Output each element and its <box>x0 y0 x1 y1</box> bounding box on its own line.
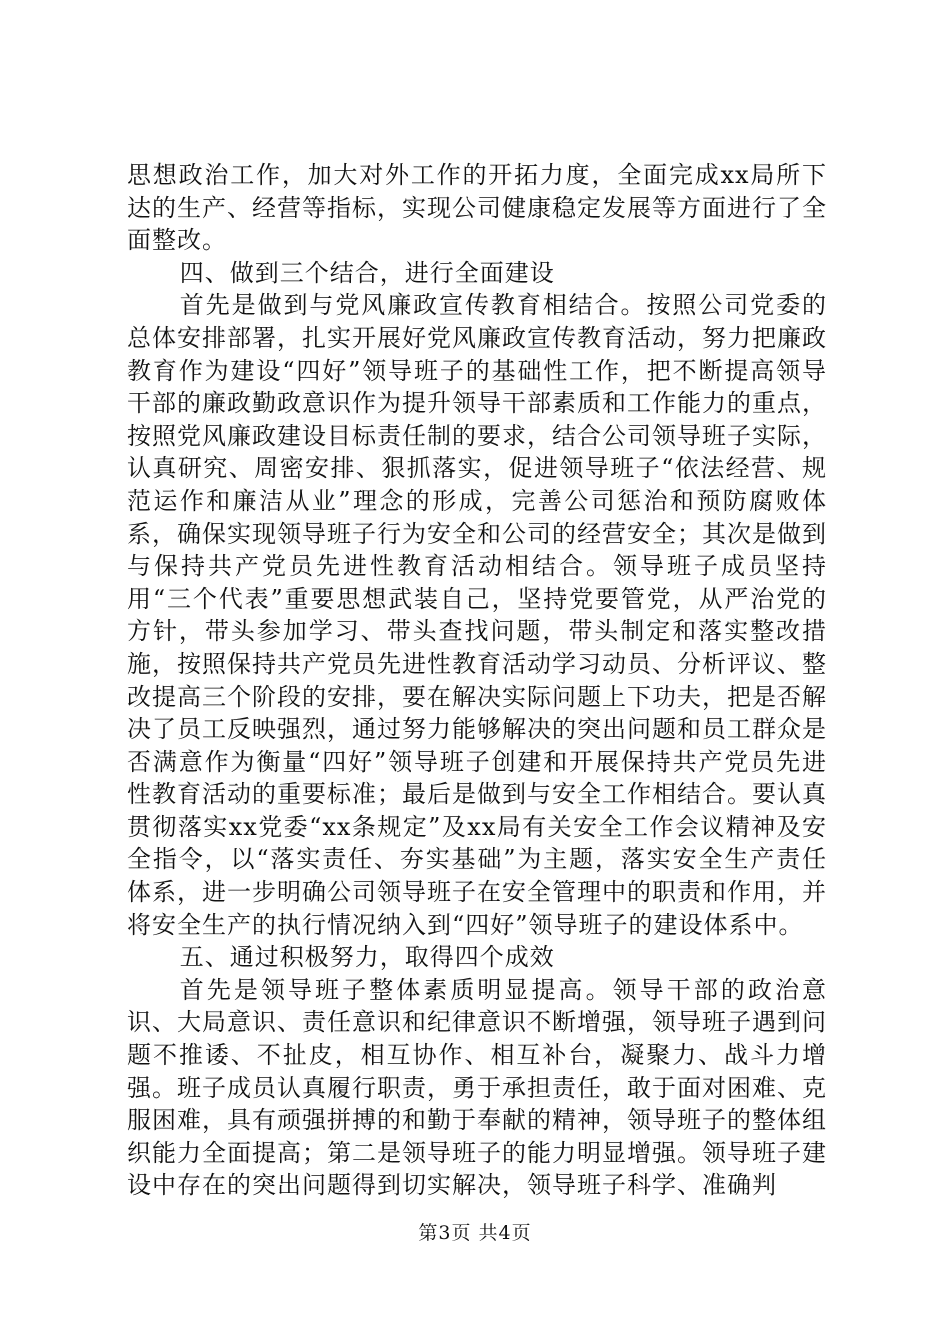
section-heading-four: 四、做到三个结合，进行全面建设 <box>179 258 555 287</box>
paragraph-body: 首先是领导班子整体素质明显提高。领导干部的政治意识、大局意识、责任意识和纪律意识不断增强，领导班子遇到问题不推诿、不扯皮，相互协作、相互补台，凝聚力、战斗力增强。班子成员认真履行职责，勇于承担责任，敢于面对困难、克服困难，具有顽强拼搏的和勤于奉献的精神，领导班子的整体组织能力全面提高；第二是领导班子的能力明显增强。领导班子建设中存在的突出问题得到切实解决，领导班子科学、准确判 <box>127 975 827 1200</box>
section-heading-five: 五、通过积极努力，取得四个成效 <box>179 943 555 972</box>
document-body <box>127 159 827 1202</box>
page-number-footer: 第3页 共4页 <box>418 1222 532 1244</box>
paragraph-continued: 思想政治工作，加大对外工作的开拓力度，全面完成xx局所下达的生产、经营等指标，实现公司健康稳定发展等方面进行了全面整改。 <box>127 161 827 255</box>
paragraph-body: 首先是做到与党风廉政宣传教育相结合。按照公司党委的总体安排部署，扎实开展好党风廉政宣传教育活动，努力把廉政教育作为建设“四好”领导班子的基础性工作，把不断提高领导干部的廉政勤政意识作为提升领导干部素质和工作能力的重点，按照党风廉政建设目标责任制的要求，结合公司领导班子实际，认真研究、周密安排、狠抓落实，促进领导班子“依法经营、规范运作和廉洁从业”理念的形成，完善公司惩治和预防腐败体系，确保实现领导班子行为安全和公司的经营安全；其次是做到与保持共产党员先进性教育活动相结合。领导班子成员坚持用“三个代表”重要思想武装自己，坚持党要管党，从严治党的方针，带头参加学习、带头查找问题，带头制定和落实整改措施，按照保持共产党员先进性教育活动学习动员、分析评议、整改提高三个阶段的安排，要在解决实际问题上下功夫，把是否解决了员工反映强烈，通过努力能够解决的突出问题和员工群众是否满意作为衡量“四好”领导班子创建和开展保持共产党员先进性教育活动的重要标准；最后是做到与安全工作相结合。要认真贯彻落实xx党委“xx条规定”及xx局有关安全工作会议精神及安全指令，以“落实责任、夯实基础”为主题，落实安全生产责任体系，进一步明确公司领导班子在安全管理中的职责和作用，并将安全生产的执行情况纳入到“四好”领导班子的建设体系中。 <box>127 291 827 939</box>
